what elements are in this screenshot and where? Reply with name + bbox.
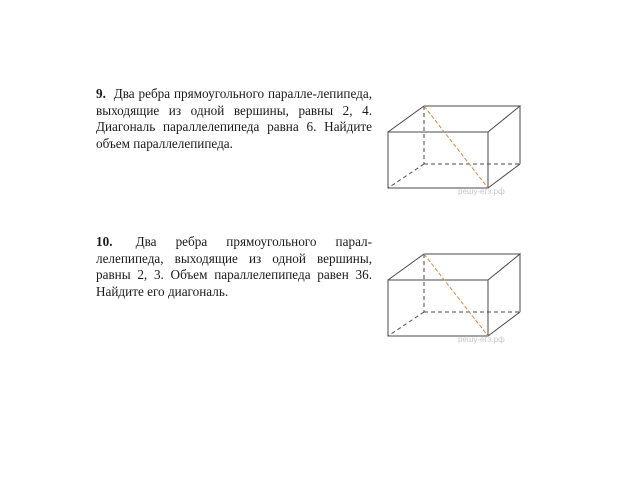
space-diagonal <box>424 254 488 336</box>
problem-10-parallelepiped-figure <box>380 238 530 348</box>
front-face <box>388 280 488 336</box>
bottom-right-edge <box>488 164 520 188</box>
parallelepiped-drawing <box>380 238 530 348</box>
visible-edges <box>388 254 520 336</box>
visible-edges <box>388 106 520 188</box>
top-face-edges <box>388 254 520 280</box>
watermark: решу-егэ.рф <box>458 335 505 344</box>
problem-9-statement: Два ребра прямоугольного паралле-лепипеда, выходящие из одной вершины, равны 2, 4. Диагональ параллелепипеда равна 6. Найдите объем параллелепипеда. <box>96 86 373 151</box>
hidden-left-edge <box>388 164 424 188</box>
parallelepiped-drawing <box>380 90 530 200</box>
problem-9-number: 9. <box>96 86 106 101</box>
top-face-edges <box>388 106 520 132</box>
problem-10-number: 10. <box>96 234 113 249</box>
watermark: решу-егэ.рф <box>458 187 505 196</box>
space-diagonal <box>424 106 488 188</box>
hidden-left-edge <box>388 312 424 336</box>
problem-10 <box>96 234 372 300</box>
front-face <box>388 132 488 188</box>
problem-9 <box>96 86 372 152</box>
problem-9-parallelepiped-figure <box>380 90 530 200</box>
problem-10-statement: Два ребра прямоугольного парал-лелепипеда, выходящие из одной вершины, равны 2, 3. Объем параллелепипеда равен 36. Найдите его диагональ. <box>96 234 373 299</box>
bottom-right-edge <box>488 312 520 336</box>
